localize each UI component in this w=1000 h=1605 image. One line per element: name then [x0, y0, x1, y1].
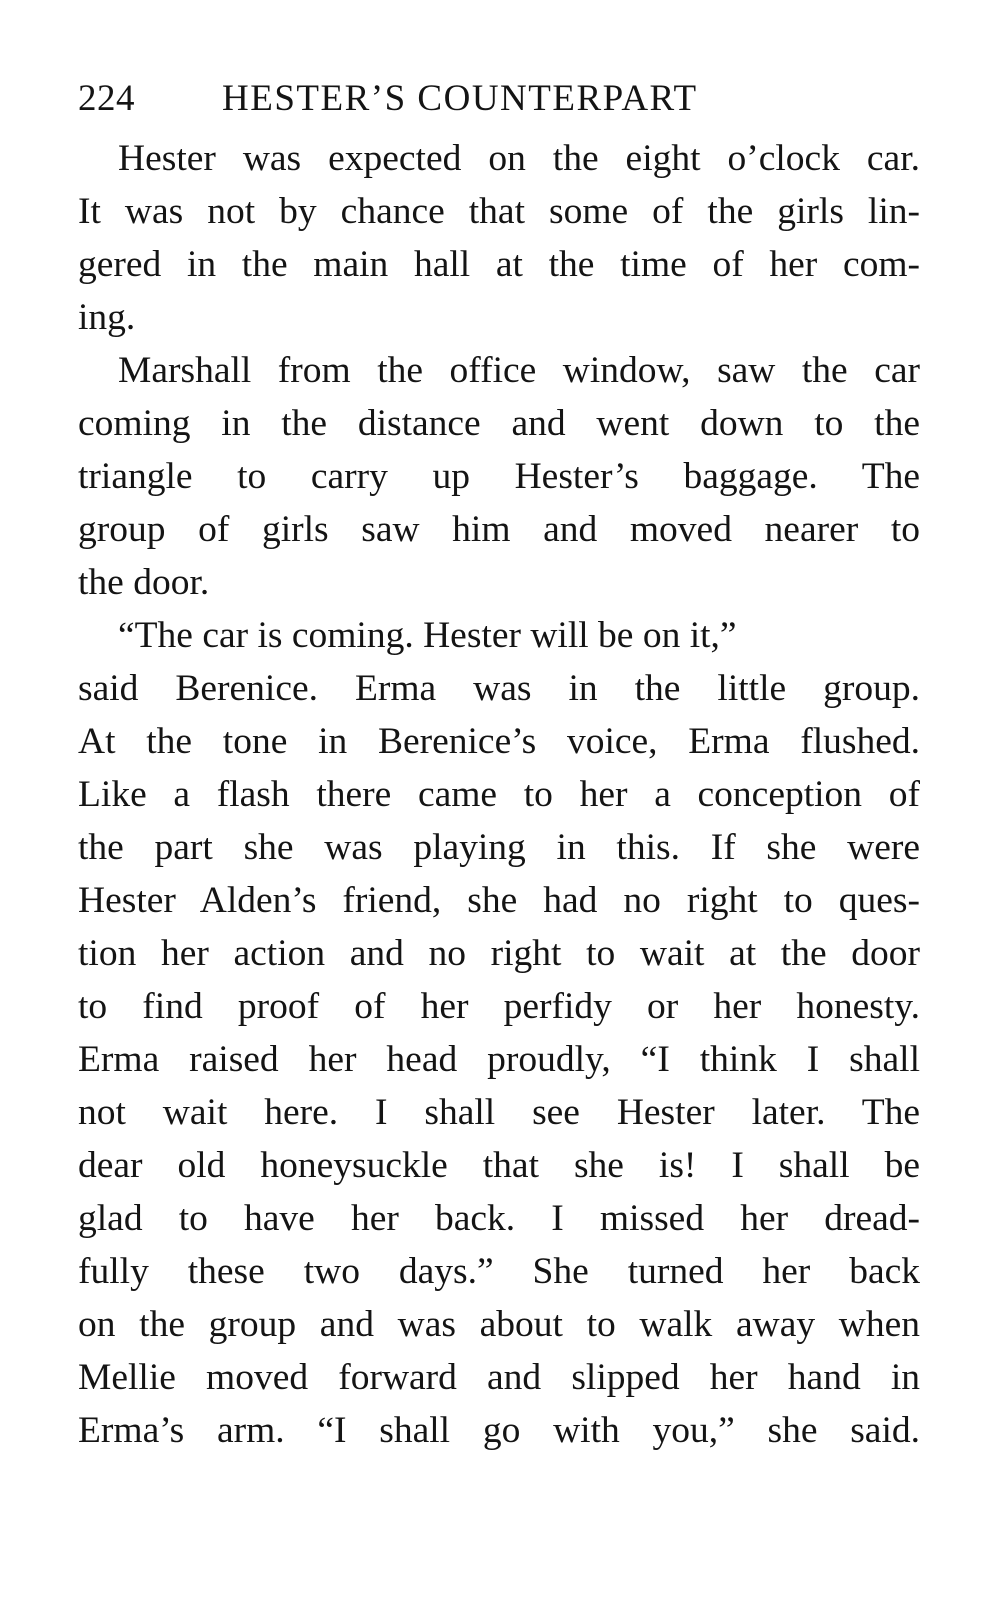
text-line: Mellie moved forward and slipped her hand in: [78, 1357, 920, 1398]
text-line: to find proof of her perfidy or her honesty.: [78, 986, 920, 1027]
text-line: coming in the distance and went down to the: [78, 403, 920, 444]
text-line: the part she was playing in this. If she were: [78, 827, 920, 868]
body-text: [78, 132, 920, 1457]
running-title: HESTER’S COUNTERPART: [222, 78, 698, 119]
text-line: the door.: [78, 562, 210, 603]
text-line: not wait here. I shall see Hester later. The: [78, 1092, 920, 1133]
running-head: [78, 72, 920, 126]
text-line: Erma raised her head proudly, “I think I shall: [78, 1039, 920, 1080]
text-line: Marshall from the office window, saw the car: [118, 350, 920, 391]
text-line: It was not by chance that some of the girls lin-: [78, 191, 920, 232]
book-page: [78, 72, 920, 1457]
text-line: dear old honeysuckle that she is! I shall be: [78, 1145, 920, 1186]
text-line: “The car is coming. Hester will be on it,”: [118, 615, 737, 656]
text-line: fully these two days.” She turned her back: [78, 1251, 920, 1292]
text-line: said Berenice. Erma was in the little group.: [78, 668, 920, 709]
text-line: on the group and was about to walk away when: [78, 1304, 920, 1345]
text-line: Like a flash there came to her a conception of: [78, 774, 920, 815]
page-number: 224: [78, 78, 135, 119]
text-line: tion her action and no right to wait at the door: [78, 933, 920, 974]
text-line: glad to have her back. I missed her dread-: [78, 1198, 920, 1239]
text-line: group of girls saw him and moved nearer to: [78, 509, 920, 550]
text-line: Hester was expected on the eight o’clock car.: [118, 138, 920, 179]
text-line: Erma’s arm. “I shall go with you,” she said.: [78, 1410, 920, 1451]
text-line: ing.: [78, 297, 136, 338]
text-line: Hester Alden’s friend, she had no right to ques-: [78, 880, 920, 921]
text-line: triangle to carry up Hester’s baggage. The: [78, 456, 920, 497]
text-line: gered in the main hall at the time of her com-: [78, 244, 920, 285]
text-line: At the tone in Berenice’s voice, Erma flushed.: [78, 721, 920, 762]
